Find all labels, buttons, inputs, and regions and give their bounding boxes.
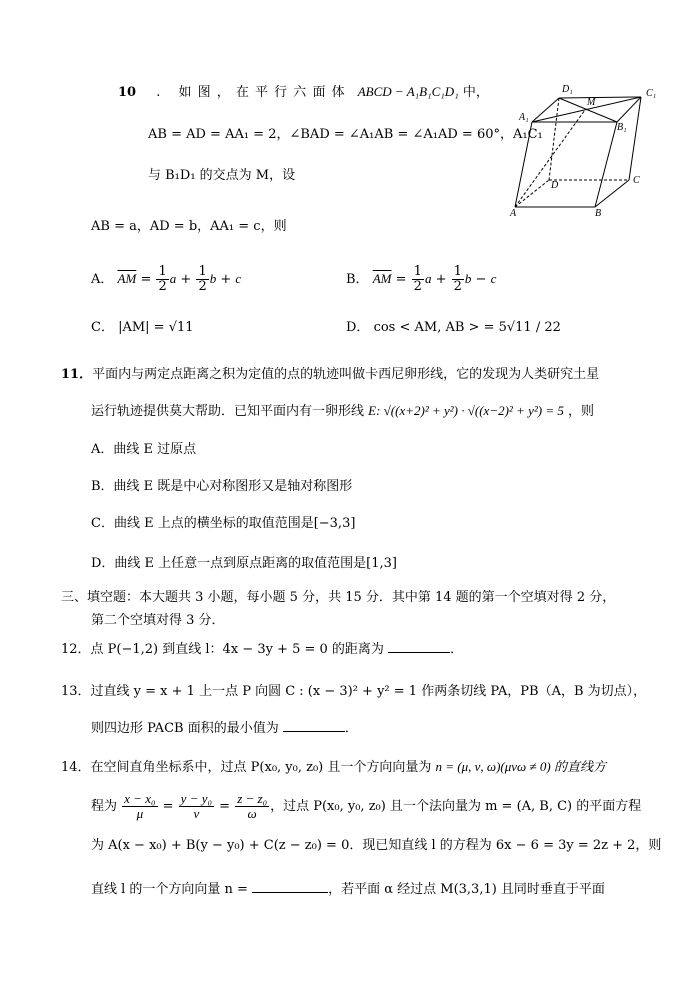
option-c-text: |AM| = √11 <box>118 320 194 335</box>
fig-label-b: B <box>595 208 602 219</box>
fig-label-m: M <box>587 97 596 108</box>
fig-label-b1: B₁ <box>617 122 627 133</box>
q13-text-2: 则四边形 PACB 面积的最小值为 <box>91 721 279 736</box>
q10-line-3 <box>148 167 295 185</box>
q11-option-b: B．曲线 E 既是中心对称图形又是轴对称图形 <box>91 479 353 494</box>
q10-option-c <box>91 319 194 337</box>
section-3-line-1: 三、填空题：本大题共 3 小题，每小题 5 分，共 15 分．其中第 14 题的第一个空填对得 2 分， <box>61 590 616 605</box>
option-c-label: C． <box>91 320 114 335</box>
q11-option-a: A．曲线 E 过原点 <box>91 442 197 457</box>
q14-line-4 <box>91 880 605 899</box>
q12-answer-blank[interactable] <box>388 640 450 653</box>
fig-label-d1: D₁ <box>562 84 573 95</box>
q14-text-1a: 14．在空间直角坐标系中，过点 P(x₀, y₀, z₀) 且一个方向向量为 <box>61 760 432 775</box>
fig-label-d: D <box>551 180 559 191</box>
q13-answer-blank[interactable] <box>283 719 345 732</box>
q10-line-1 <box>118 83 489 102</box>
fig-label-c: C <box>633 175 640 186</box>
option-d-label: D． <box>346 320 370 335</box>
option-a-label: A． <box>91 272 114 287</box>
q12-text: 12．点 P(−1,2) 到直线 l：4x − 3y + 5 = 0 的距离为 <box>61 642 384 657</box>
parallelepiped-figure <box>505 80 675 220</box>
q10-text-4: AB = a，AD = b，AA₁ = c，则 <box>91 219 287 234</box>
option-b-label: B． <box>346 272 369 287</box>
q10-zhong: 中， <box>462 85 489 100</box>
q10-option-a: A． $\overline{AM}$ = $\frac{1}{2}$ a + $\frac{1}{2}$ b + c <box>91 264 242 294</box>
section-3-line-2: 第二个空填对得 3 分． <box>91 613 225 628</box>
q10-line-2 <box>148 126 543 144</box>
fig-label-a1: A₁ <box>519 112 529 123</box>
q10-line-4 <box>91 218 287 236</box>
q14-fraction-x: $\frac{\text{x − x₀}}{\mu}$ <box>124 791 156 821</box>
q10-text-3: 与 B₁D₁ 的交点为 M，设 <box>148 168 296 183</box>
q13-line-1 <box>61 683 646 701</box>
q11-option-c: C．曲线 E 上点的横坐标的取值范围是[−3,3] <box>91 516 356 531</box>
fig-label-c1: C₁ <box>646 88 657 99</box>
q10-solid: ABCD − A₁B₁C₁D₁ <box>357 84 459 99</box>
q14-text-1b: n = (μ, ν, ω)(μνω ≠ 0) 的直线方 <box>435 759 606 774</box>
q11-number: 11． <box>61 367 93 382</box>
q11-equation: E: √((x+2)² + y²) · √((x−2)² + y²) = 5 <box>368 403 564 418</box>
q11-line-1 <box>61 366 599 384</box>
q14-text-3: 为 A(x − x₀) + B(y − y₀) + C(z − z₀) = 0．现已知直线 l 的方程为 6x − 6 = 3y = 2z + 2，则 <box>91 838 662 853</box>
q12-line: 12．点 P(−1,2) 到直线 l：4x − 3y + 5 = 0 的距离为 ． <box>61 642 464 657</box>
q14-text-4a: 直线 l 的一个方向向量 n = <box>91 882 248 897</box>
q14-fraction-y: $\frac{\text{y − y₀}}{\nu}$ <box>180 791 213 821</box>
q10-dot: . <box>156 85 161 100</box>
q10-text-2: AB = AD = AA₁ = 2，∠BAD = ∠A₁AB = ∠A₁AD = 60°，A₁C₁ <box>148 127 543 142</box>
q10-option-b: B． $\overline{AM}$ = $\frac{1}{2}$ a + $\frac{1}{2}$ b − c <box>346 264 497 294</box>
q10-text-1: 如 图 ， 在 平 行 六 面 体 <box>178 85 346 100</box>
q14-line-1 <box>61 758 606 777</box>
q14-fraction-z: $\frac{\text{z − z₀}}{\omega}$ <box>237 791 268 821</box>
q14-line-2: 程为 $\frac{\text{x − x₀}}{\mu}$ = $\frac{\text{y − y₀}}{\nu}$ = $\frac{\text{z − z₀}}{\omega}$ ，过点 P(x₀, y₀, z₀) 且一个法向量为 m = (A, B, C) 的平面方程 <box>91 791 642 821</box>
q11-line-2 <box>91 402 594 421</box>
q13-text-1: 13．过直线 y = x + 1 上一点 P 向圆 C : (x − 3)² + y² = 1 作两条切线 PA，PB（A，B 为切点）， <box>61 684 647 699</box>
q14-text-2b: ，过点 P(x₀, y₀, z₀) 且一个法向量为 m = (A, B, C) 的平面方程 <box>270 799 642 814</box>
q10-option-d <box>346 319 561 337</box>
q10-number: 10 <box>118 85 137 100</box>
q13-line-2: 则四边形 PACB 面积的最小值为 ． <box>91 721 358 736</box>
q11-text-2a: 运行轨迹提供莫大帮助．已知平面内有一卵形线 <box>91 404 365 419</box>
q14-line-3 <box>91 837 661 855</box>
q11-option-d: D．曲线 E 上任意一点到原点距离的取值范围是[1,3] <box>91 556 397 571</box>
option-d-text: cos < AM, AB > = 5√11 / 22 <box>373 320 561 335</box>
q14-text-4b: ，若平面 α 经过点 M(3,3,1) 且同时垂直于平面 <box>328 882 605 897</box>
q11-text-2c: ，则 <box>568 404 595 419</box>
q11-text-1: 平面内与两定点距离之积为定值的点的轨迹叫做卡西尼卵形线，它的发现为人类研究土星 <box>92 367 600 382</box>
fig-label-a: A <box>510 208 517 219</box>
q14-answer-blank[interactable] <box>252 880 328 893</box>
